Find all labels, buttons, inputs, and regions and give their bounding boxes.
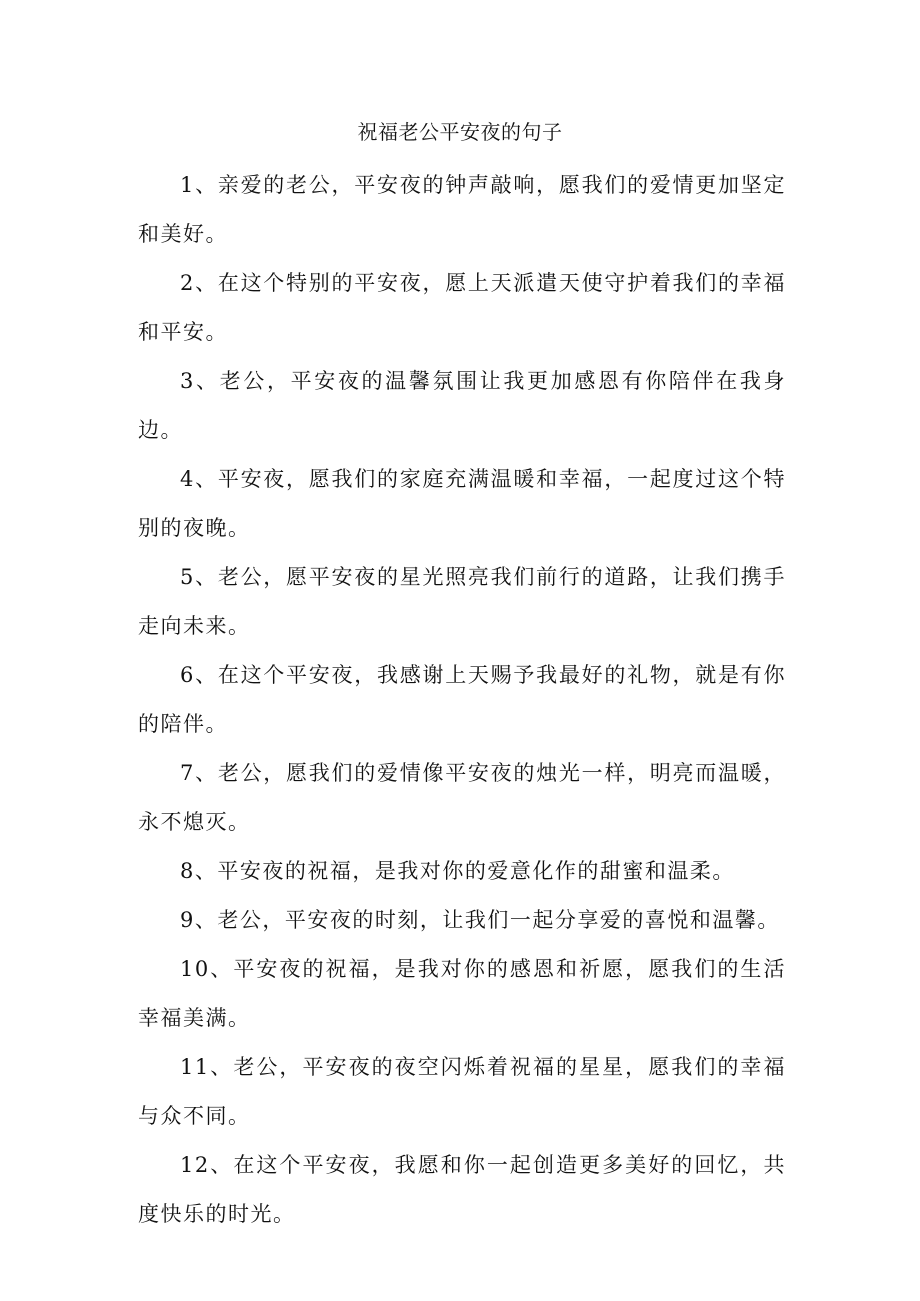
- paragraph-6: 6、在这个平安夜，我感谢上天赐予我最好的礼物，就是有你的陪伴。: [138, 663, 786, 736]
- paragraph-4: 4、平安夜，愿我们的家庭充满温暖和幸福，一起度过这个特别的夜晚。: [138, 467, 786, 540]
- paragraph-7: 7、老公，愿我们的爱情像平安夜的烛光一样，明亮而温暖，永不熄灭。: [138, 761, 786, 834]
- paragraph-12: 12、在这个平安夜，我愿和你一起创造更多美好的回忆，共度快乐的时光。: [138, 1153, 786, 1226]
- paragraph-2: 2、在这个特别的平安夜，愿上天派遣天使守护着我们的幸福和平安。: [138, 271, 786, 344]
- paragraph-3: 3、老公，平安夜的温馨氛围让我更加感恩有你陪伴在我身边。: [138, 369, 786, 442]
- paragraph-11: 11、老公，平安夜的夜空闪烁着祝福的星星，愿我们的幸福与众不同。: [138, 1055, 786, 1128]
- paragraph-10: 10、平安夜的祝福，是我对你的感恩和祈愿，愿我们的生活幸福美满。: [138, 957, 786, 1030]
- paragraph-5: 5、老公，愿平安夜的星光照亮我们前行的道路，让我们携手走向未来。: [138, 565, 786, 638]
- paragraph-8: 8、平安夜的祝福，是我对你的爱意化作的甜蜜和温柔。: [180, 859, 735, 883]
- page-title: 祝福老公平安夜的句子: [357, 120, 563, 144]
- paragraph-1: 1、亲爱的老公，平安夜的钟声敲响，愿我们的爱情更加坚定和美好。: [138, 173, 786, 246]
- paragraph-9: 9、老公，平安夜的时刻，让我们一起分享爱的喜悦和温馨。: [180, 908, 780, 932]
- paragraph-list: [138, 161, 786, 1239]
